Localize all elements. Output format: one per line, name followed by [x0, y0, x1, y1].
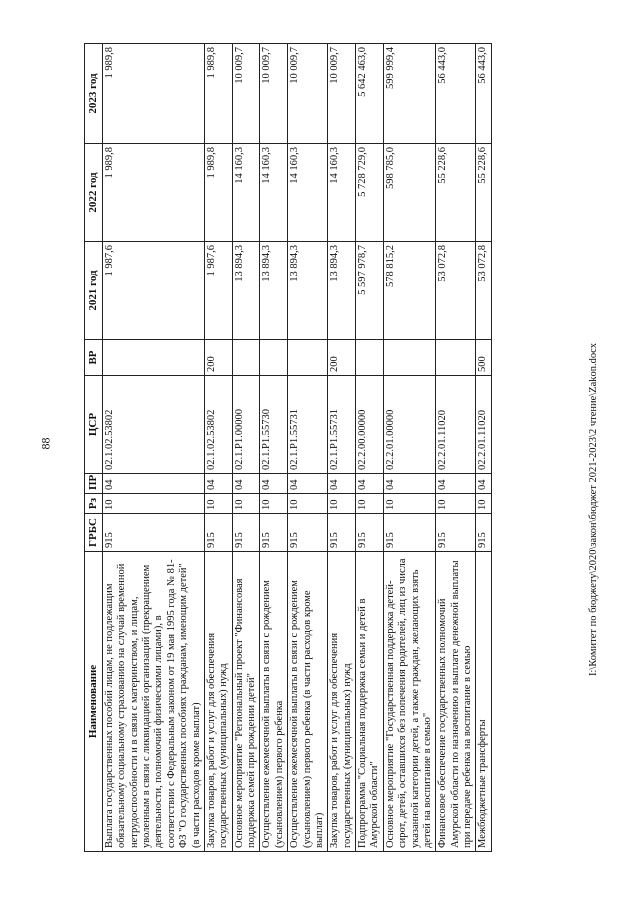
row-vr [356, 340, 384, 376]
row-vr [260, 340, 288, 376]
row-rz: 10 [204, 494, 232, 514]
page-number: 88 [38, 437, 53, 450]
row-2023: 5 642 463,0 [356, 44, 384, 144]
row-2022: 55 228,6 [436, 144, 476, 242]
table-header-row [85, 44, 103, 852]
table-row [288, 44, 328, 852]
header-name: Наименование [85, 552, 103, 852]
row-2023: 10 009,7 [288, 44, 328, 144]
row-2021: 1 987,6 [102, 242, 204, 340]
row-rz: 10 [288, 494, 328, 514]
row-vr: 200 [204, 340, 232, 376]
table-row [436, 44, 476, 852]
row-2023: 56 443,0 [436, 44, 476, 144]
row-2022: 5 728 729,0 [356, 144, 384, 242]
row-grbs: 915 [288, 514, 328, 552]
row-pr: 04 [232, 474, 260, 494]
table-row [204, 44, 232, 852]
row-rz: 10 [356, 494, 384, 514]
table-row [102, 44, 204, 852]
row-pr: 04 [383, 474, 436, 494]
row-rz: 10 [476, 494, 491, 514]
row-grbs: 915 [204, 514, 232, 552]
header-2023: 2023 год [85, 44, 103, 144]
row-csr: 02.2.01.11020 [476, 376, 491, 474]
row-name: Финансовое обеспечение государственных полномочий Амурской области по назначению и выплате денежной выплаты при передаче ребенка на воспитание в семью [436, 552, 476, 852]
row-2022: 1 989,8 [102, 144, 204, 242]
row-pr: 04 [260, 474, 288, 494]
row-name: Закупка товаров, работ и услуг для обеспечения государственных (муниципальных) нужд [328, 552, 356, 852]
row-name: Подпрограмма "Социальная поддержка семьи и детей в Амурской области" [356, 552, 384, 852]
header-2022: 2022 год [85, 144, 103, 242]
row-csr: 02.2.00.00000 [356, 376, 384, 474]
row-2022: 55 228,6 [476, 144, 491, 242]
table-row [328, 44, 356, 852]
row-pr: 04 [356, 474, 384, 494]
header-2021: 2021 год [85, 242, 103, 340]
row-2021: 13 894,3 [288, 242, 328, 340]
header-grbs: ГРБС [85, 514, 103, 552]
row-2021: 5 597 978,7 [356, 242, 384, 340]
header-vr: ВР [85, 340, 103, 376]
row-csr: 02.1.P1.55731 [328, 376, 356, 474]
row-name: Осуществление ежемесячной выплаты в связи с рождением (усыновлением) первого ребенка [260, 552, 288, 852]
row-grbs: 915 [232, 514, 260, 552]
row-grbs: 915 [102, 514, 204, 552]
row-name: Закупка товаров, работ и услуг для обеспечения государственных (муниципальных) нужд [204, 552, 232, 852]
table-row [476, 44, 491, 852]
row-csr: 02.2.01.11020 [436, 376, 476, 474]
header-pr: ПР [85, 474, 103, 494]
budget-table [84, 43, 492, 852]
table-row [260, 44, 288, 852]
row-2021: 13 894,3 [260, 242, 288, 340]
row-grbs: 915 [260, 514, 288, 552]
table-row [232, 44, 260, 852]
row-pr: 04 [328, 474, 356, 494]
row-rz: 10 [328, 494, 356, 514]
row-vr: 200 [328, 340, 356, 376]
row-vr [102, 340, 204, 376]
row-rz: 10 [102, 494, 204, 514]
row-2022: 1 989,8 [204, 144, 232, 242]
row-2023: 1 989,8 [102, 44, 204, 144]
header-csr: ЦСР [85, 376, 103, 474]
row-pr: 04 [102, 474, 204, 494]
row-csr: 02.2.01.00000 [383, 376, 436, 474]
row-vr [232, 340, 260, 376]
row-2021: 578 815,2 [383, 242, 436, 340]
row-2022: 14 160,3 [232, 144, 260, 242]
row-grbs: 915 [383, 514, 436, 552]
row-csr: 02.1.02.53802 [204, 376, 232, 474]
row-pr: 04 [204, 474, 232, 494]
row-2022: 14 160,3 [328, 144, 356, 242]
row-rz: 10 [383, 494, 436, 514]
row-2021: 13 894,3 [328, 242, 356, 340]
row-pr: 04 [288, 474, 328, 494]
row-name: Основное мероприятие "Государственная поддержка детей-сирот, детей, оставшихся без попечения родителей, лиц из числа указанной категории детей, а также граждан, желающих взять детей на воспитание в семью" [383, 552, 436, 852]
row-2023: 10 009,7 [232, 44, 260, 144]
row-grbs: 915 [476, 514, 491, 552]
row-grbs: 915 [436, 514, 476, 552]
budget-table-rotated [84, 44, 560, 852]
row-2023: 10 009,7 [328, 44, 356, 144]
row-csr: 02.1.P1.00000 [232, 376, 260, 474]
row-grbs: 915 [328, 514, 356, 552]
row-csr: 02.1.P1.55731 [288, 376, 328, 474]
row-name: Межбюджетные трансферты [476, 552, 491, 852]
row-vr: 500 [476, 340, 491, 376]
row-2023: 599 999,4 [383, 44, 436, 144]
row-2023: 56 443,0 [476, 44, 491, 144]
row-name: Осуществление ежемесячной выплаты в связи с рождением (усыновлением) первого ребенка (в части расходов кроме выплат) [288, 552, 328, 852]
row-vr [383, 340, 436, 376]
row-2021: 53 072,8 [476, 242, 491, 340]
footer-file-path: I:\Комитет по бюджету\2020\закон\бюджет 2021-2023\2 чтение\Zakon.docx [588, 342, 599, 676]
row-csr: 02.1.P1.55730 [260, 376, 288, 474]
row-rz: 10 [260, 494, 288, 514]
row-pr: 04 [476, 474, 491, 494]
row-2021: 53 072,8 [436, 242, 476, 340]
row-pr: 04 [436, 474, 476, 494]
table-row [383, 44, 436, 852]
header-rz: Рз [85, 494, 103, 514]
row-2022: 14 160,3 [260, 144, 288, 242]
row-2023: 1 989,8 [204, 44, 232, 144]
table-row [356, 44, 384, 852]
row-2021: 13 894,3 [232, 242, 260, 340]
row-2021: 1 987,6 [204, 242, 232, 340]
row-2023: 10 009,7 [260, 44, 288, 144]
row-rz: 10 [232, 494, 260, 514]
row-2022: 14 160,3 [288, 144, 328, 242]
row-vr [288, 340, 328, 376]
row-vr [436, 340, 476, 376]
row-grbs: 915 [356, 514, 384, 552]
row-name: Основное мероприятие "Региональный проект "Финансовая поддержка семей при рождении детей" [232, 552, 260, 852]
row-rz: 10 [436, 494, 476, 514]
row-name: Выплата государственных пособий лицам, не подлежащим обязательному социальному страхованию на случай временной нетрудоспособности и в связи с материнством, и лицам, уволенным в связи с ликвидацией организаций (прекращением деятельности, полномочий физическими лицами), в соответствии с Федеральным законом от 19 мая 1995 года № 81-ФЗ "О государственных пособиях гражданам, имеющим детей" (в части расходов кроме выплат) [102, 552, 204, 852]
row-csr: 02.1.02.53802 [102, 376, 204, 474]
row-2022: 598 785,0 [383, 144, 436, 242]
